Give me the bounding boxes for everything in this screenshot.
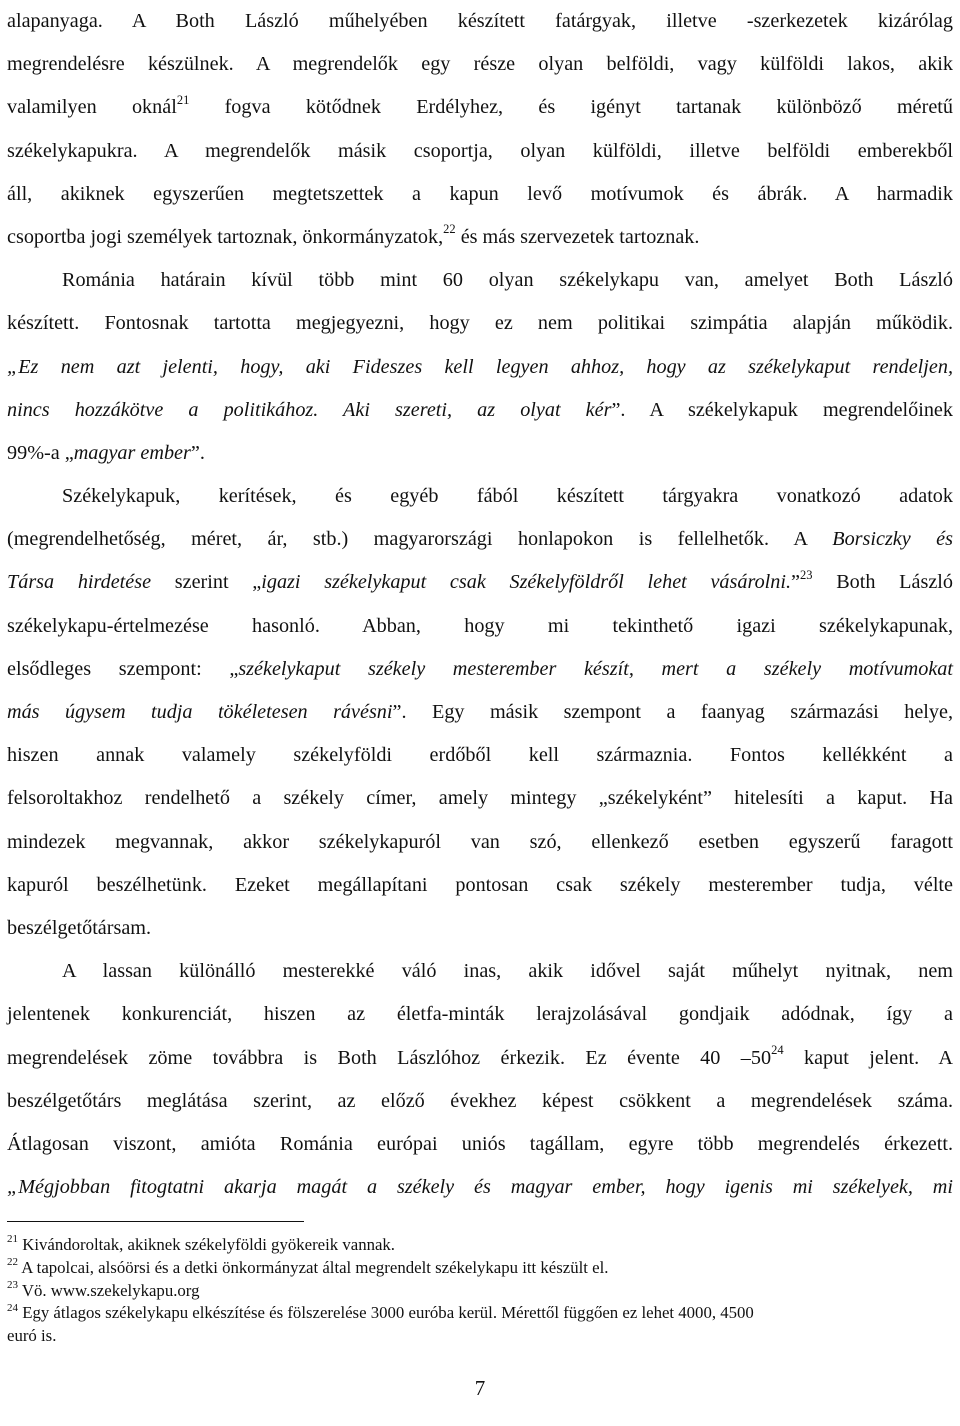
text-span: elsődleges szempont: „ [7,657,239,680]
text-line [7,561,953,604]
text-span: valamilyen oknál [7,96,177,119]
text-line: áll, akiknek egyszerűen megtetszettek a kapun levő motívumok és ábrák. A harmadik [7,182,953,205]
text-span: ”. A székelykapuk megrendelőinek [611,398,953,421]
text-line: székelykapukra. A megrendelők másik csoportja, olyan külföldi, illetve belföldi emberekből [7,139,953,162]
text-span: megrendelések zöme továbbra is Both Lászlóhoz érkezik. Ez évente 40 –50 [7,1046,772,1069]
text-line: beszélgetőtársam. [7,916,152,939]
text-span: Both László [812,571,953,594]
text-line: készített. Fontosnak tartotta megjegyezni, hogy ez nem politikai szimpátia alapján működik. [7,312,953,335]
quote-text: Borsiczky és [832,528,953,551]
quote-text: igazi székelykaput csak Székelyföldről lehet vásárolni. [261,571,792,594]
footnote-ref[interactable]: 24 [771,1042,784,1057]
quote-text: „Ez nem azt jelenti, hogy, aki Fideszes kell legyen ahhoz, hogy az székelykaput rendeljen, [7,355,953,378]
text-line: kapuról beszélhetünk. Ezeket megállapítani pontosan csak székely mesterember tudja, vélte [7,873,953,896]
footnote-number: 23 [7,1279,18,1291]
footnote-ref[interactable]: 22 [443,222,456,237]
text-line: hiszen annak valamely székelyföldi erdőből kell származnia. Fontos kellékként a [7,744,953,767]
quote-text: más úgysem tudja tökéletesen rávésni [7,701,393,723]
footnote-divider [7,1221,304,1222]
footnote-text: A tapolcai, alsóörsi és a detki önkormányzat által megrendelt székelykapu itt készült el. [21,1257,609,1277]
footnote-23 [7,1280,953,1303]
quote-text: nincs hozzákötve a politikához. Aki szereti, az olyat kér [7,398,612,421]
text-span: csoportba jogi személyek tartoznak, önkormányzatok, [7,225,444,248]
text-span: és más szervezetek tartoznak. [455,225,700,248]
text-line: alapanyaga. A Both László műhelyében készített fatárgyak, illetve -szerkezetek kizárólag [7,10,953,32]
text-line: Átlagosan viszont, amióta Románia európai uniós tagállam, egyre több megrendelés érkezett. [7,1132,953,1155]
text-line: Székelykapuk, kerítések, és egyéb fából készített tárgyakra vonatkozó adatok [62,485,953,508]
footnote-number: 22 [7,1256,18,1269]
text-line: beszélgetőtárs meglátása szerint, az előző évekhez képest csökkent a megrendelések száma. [7,1089,953,1112]
footnote-text[interactable]: Vö. www.szekelykapu.org [21,1280,200,1300]
text-line [7,1166,953,1209]
quote-text: magyar ember [73,441,191,464]
text-line: jelentenek konkurenciát, hiszen az életfa-minták lerajzolásával gondjaik adódnak, így a [7,1003,953,1026]
footnote-ref[interactable]: 21 [176,92,190,107]
text-span: ”. Egy másik szempont a faanyag származási helye, [392,701,953,723]
text-span: 99%-a „ [7,441,74,464]
footnote-21 [7,1234,953,1257]
footnote-text: Kivándoroltak, akiknek székelyföldi gyökereik vannak. [22,1235,396,1254]
text-span: (megrendelhetőség, méret, ár, stb.) magyarországi honlapokon is fellelhetők. A [7,528,833,551]
footnote-24 [7,1302,953,1325]
text-line [7,216,953,259]
text-line [7,86,953,129]
text-line [7,518,953,561]
text-line [7,648,953,691]
text-span: ”. [190,441,205,464]
footnote-24-continued: euró is. [7,1326,57,1346]
page-number: 7 [474,1376,486,1400]
footnote-number: 24 [7,1301,18,1314]
text-line: Románia határain kívül több mint 60 olyan székelykapu van, amelyet Both László [62,269,953,292]
text-line: A lassan különálló mesterekké váló inas, akik idővel saját műhelyt nyitnak, nem [62,960,953,983]
text-line [7,691,953,734]
text-span: fogva kötődnek Erdélyhez, és igényt tartanak különböző méretű [189,96,953,119]
text-line [7,389,953,432]
text-line [7,1037,953,1080]
text-line: megrendelésre készülnek. A megrendelők egy része olyan belföldi, vagy külföldi lakos, akik [7,53,953,76]
footnote-text: Egy átlagos székelykapu elkészítése és fölszerelése 3000 euróba kerül. Mérettől függően ez lehet 4000, 4500 [22,1303,754,1323]
text-span: ” [791,571,801,594]
text-span: szerint „ [151,571,262,594]
footnote-ref[interactable]: 23 [800,567,813,582]
text-line: mindezek megvannak, akkor székelykapuról van szó, ellenkező esetben egyszerű faragott [7,830,953,853]
quote-text: székelykaput székely mesterember készít, mert a székely motívumokat [238,657,953,680]
quote-text: „Mégjobban fitogtatni akarja magát a székely és magyar ember, hogy igenis mi székelyek, mi [7,1176,953,1199]
footnotes [7,1234,953,1348]
text-line: székelykapu-értelmezése hasonló. Abban, hogy mi tekinthető igazi székelykapunak, [7,614,953,637]
footnote-number: 21 [7,1233,18,1246]
text-line: felsoroltakhoz rendelhető a székely címer, amely mintegy „székelyként” hitelesíti a kaput. Ha [7,787,953,810]
main-text [7,0,953,1209]
footnote-22 [7,1257,953,1280]
quote-text: Társa hirdetése [7,571,152,594]
text-line [7,346,953,389]
text-line [7,432,953,475]
text-span: kaput jelent. A [783,1046,954,1069]
